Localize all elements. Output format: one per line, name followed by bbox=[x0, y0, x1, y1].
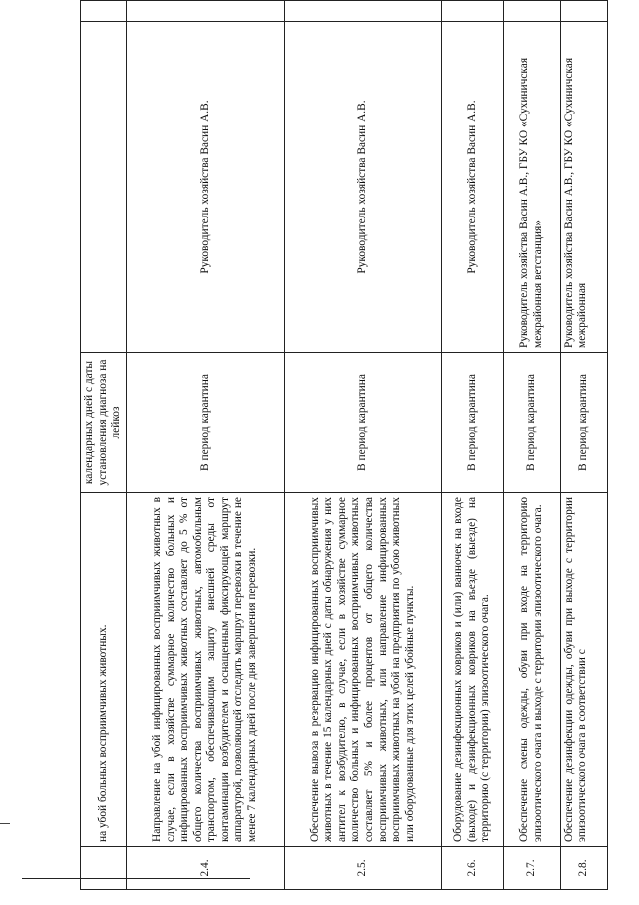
measure-period: В период карантина bbox=[560, 353, 607, 493]
measure-description: Направление на убой инфицированных восприимчивых животных в случае, если в хозяйстве суммарное количество больных и инфицированных восприимчивых животных составляет до 5 % от общего количества восприимчивых животных, автомобильным транспортом, обеспечивающим защиту внешней среды от контаминации возбудителем и оснащенным фиксирующей маршрут аппаратурой, позволяющей отследить маршрут перевозки в течение не менее 7 календарных дней после дня завершения перевозки. bbox=[126, 493, 284, 847]
table-row bbox=[560, 1, 607, 890]
empty-cell bbox=[284, 1, 442, 22]
table-row bbox=[442, 1, 503, 890]
table-row bbox=[284, 1, 442, 890]
measure-period: В период карантина bbox=[126, 353, 284, 493]
measure-description: Обеспечение смены одежды, обуви при входе на территорию эпизоотического очага и выходе с территории эпизоотического очага. bbox=[503, 493, 560, 847]
row-number: 2.4. bbox=[126, 847, 284, 890]
measure-responsible: Руководитель хозяйства Васин А.В. bbox=[284, 22, 442, 353]
empty-cell bbox=[126, 1, 284, 22]
row-number: 2.7. bbox=[503, 847, 560, 890]
measure-description: на убой больных восприимчивых животных. bbox=[81, 493, 127, 847]
table-row bbox=[503, 1, 560, 890]
row-number: 2.6. bbox=[442, 847, 503, 890]
measure-period: календарных дней с даты установления диагноза на лейкоз bbox=[81, 353, 127, 493]
measure-responsible bbox=[81, 22, 127, 353]
measures-table-wrapper bbox=[80, 25, 608, 890]
measure-description: Обеспечение дезинфекции одежды, обуви при выходе с территории эпизоотического очага в соответствии с bbox=[560, 493, 607, 847]
measure-period: В период карантина bbox=[503, 353, 560, 493]
measure-period: В период карантина bbox=[284, 353, 442, 493]
page-margin-mark bbox=[0, 823, 10, 824]
measure-period: В период карантина bbox=[442, 353, 503, 493]
measure-description: Обеспечение вывоза в резервацию инфицированных восприимчивых животных в течение 15 календарных дней с даты обнаружения у них антител к возбудителю, в случае, если в хозяйстве суммарное количество больных и инфицированных восприимчивых животных составляет 5% и более процентов от общего количества восприимчивых животных, или направление инфицированных восприимчивых животных на убой на предприятия по убою животных или оборудованные для этих целей убойные пункты. bbox=[284, 493, 442, 847]
measure-responsible: Руководитель хозяйства Васин А.В., ГБУ КО «Сухиничская межрайонная bbox=[560, 22, 607, 353]
table-row bbox=[126, 1, 284, 890]
empty-cell bbox=[560, 1, 607, 22]
measure-responsible: Руководитель хозяйства Васин А.В. bbox=[126, 22, 284, 353]
measure-responsible: Руководитель хозяйства Васин А.В., ГБУ КО «Сухиничская межрайонная ветстанция» bbox=[503, 22, 560, 353]
measure-description: Оборудование дезинфекционных ковриков и (или) ванночек на входе (выходе) и дезинфекционных ковриков на въезде (выезде) на территорию (с территории) эпизоотического очага. bbox=[442, 493, 503, 847]
empty-cell bbox=[503, 1, 560, 22]
row-number: 2.5. bbox=[284, 847, 442, 890]
row-number: 2.8. bbox=[560, 847, 607, 890]
measures-table bbox=[80, 0, 608, 890]
empty-cell bbox=[81, 1, 127, 22]
empty-cell bbox=[442, 1, 503, 22]
footer-rule bbox=[22, 878, 250, 879]
table-row bbox=[81, 1, 127, 890]
measure-responsible: Руководитель хозяйства Васин А.В. bbox=[442, 22, 503, 353]
row-number bbox=[81, 847, 127, 890]
